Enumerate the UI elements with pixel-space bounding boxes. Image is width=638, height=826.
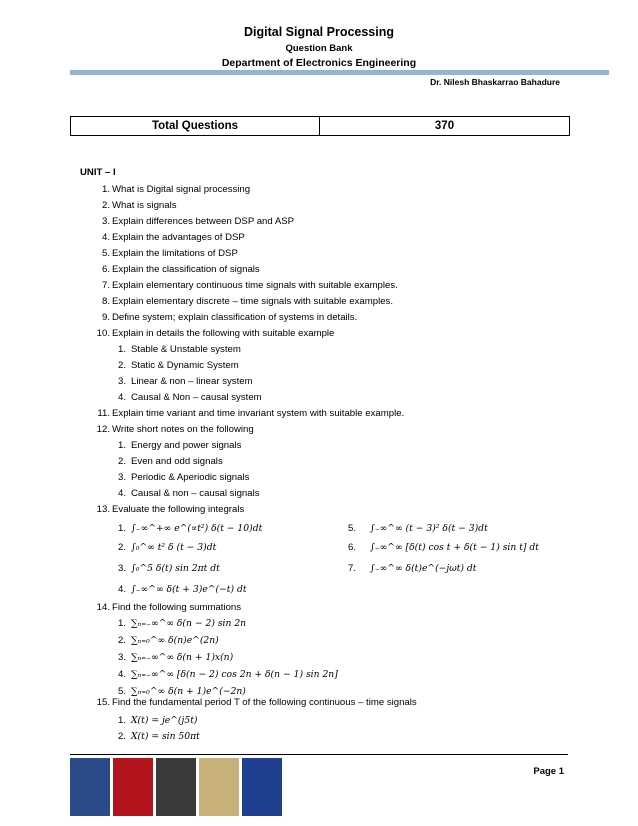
- sub-number: 5.: [347, 523, 356, 534]
- sub-number: 2.: [117, 731, 126, 742]
- sub-number: 3.: [117, 376, 126, 387]
- sub-number: 4.: [117, 584, 126, 595]
- totals-label: Total Questions: [71, 117, 320, 135]
- page-number: Page 1: [533, 766, 564, 777]
- sub-number: 2.: [117, 360, 126, 371]
- question-13: Evaluate the following integrals: [112, 504, 245, 515]
- integral-6: ∫₋∞^∞ [δ(t) cos t + δ(t − 1) sin t] dt: [370, 542, 539, 553]
- sub-number: 4.: [117, 669, 126, 680]
- sub-number: 1.: [117, 523, 126, 534]
- question-number: 2.: [101, 200, 110, 211]
- book-cover-5: [242, 758, 282, 816]
- question-10: Explain in details the following with suitable example: [112, 328, 335, 339]
- q12-sub-2: Even and odd signals: [131, 456, 223, 467]
- summation-4: ∑ₙ₌₋∞^∞ [δ(n − 2) cos 2n + δ(n − 1) sin 2n]: [131, 669, 338, 680]
- question-number: 6.: [101, 264, 110, 275]
- sub-number: 5.: [117, 686, 126, 697]
- question-14: Find the following summations: [112, 602, 242, 613]
- book-cover-3: [156, 758, 196, 816]
- sub-number: 1.: [117, 618, 126, 629]
- integral-1: ∫₋∞^+∞ e^(∝t²) δ(t − 10)dt: [131, 523, 263, 534]
- period-signal-2: X(t) = sin 50πt: [131, 731, 200, 742]
- author-name: Dr. Nilesh Bhaskarrao Bahadure: [430, 77, 560, 87]
- question-number: 7.: [101, 280, 110, 291]
- totals-table: [70, 116, 570, 136]
- document-subtitle: Question Bank: [285, 43, 353, 54]
- sub-number: 3.: [117, 472, 126, 483]
- q12-sub-1: Energy and power signals: [131, 440, 242, 451]
- period-signal-1: X(t) = je^(j5t): [131, 715, 198, 726]
- integral-2: ∫₀^∞ t² δ (t − 3)dt: [131, 542, 217, 553]
- sub-number: 4.: [117, 488, 126, 499]
- question-number: 11.: [97, 408, 110, 419]
- question-7: Explain elementary continuous time signals with suitable examples.: [112, 280, 398, 291]
- sub-number: 3.: [117, 652, 126, 663]
- sub-number: 2.: [117, 635, 126, 646]
- question-4: Explain the advantages of DSP: [112, 232, 245, 243]
- sub-number: 1.: [117, 440, 126, 451]
- sub-number: 7.: [347, 563, 356, 574]
- book-cover-4: [199, 758, 239, 816]
- summation-2: ∑ₙ₌₀^∞ δ(n)e^(2n): [131, 635, 219, 646]
- question-11: Explain time variant and time invariant system with suitable example.: [112, 408, 405, 419]
- sub-number: 2.: [117, 456, 126, 467]
- integral-7: ∫₋∞^∞ δ(t)e^(−jωt) dt: [370, 563, 477, 574]
- question-3: Explain differences between DSP and ASP: [112, 216, 295, 227]
- question-number: 12.: [96, 424, 110, 435]
- sub-number: 4.: [117, 392, 126, 403]
- sub-number: 2.: [117, 542, 126, 553]
- question-9: Define system; explain classification of systems in details.: [112, 312, 358, 323]
- book-cover-2: [113, 758, 153, 816]
- question-12: Write short notes on the following: [112, 424, 254, 435]
- sub-number: 6.: [347, 542, 356, 553]
- q12-sub-3: Periodic & Aperiodic signals: [131, 472, 250, 483]
- question-number: 14.: [96, 602, 110, 613]
- question-number: 8.: [101, 296, 110, 307]
- question-number: 15.: [96, 697, 110, 708]
- sub-number: 3.: [117, 563, 126, 574]
- question-5: Explain the limitations of DSP: [112, 248, 238, 259]
- question-number: 1.: [101, 184, 110, 195]
- q10-sub-3: Linear & non – linear system: [131, 376, 253, 387]
- integral-3: ∫₀^5 δ(t) sin 2πt dt: [131, 563, 220, 574]
- document-title: Digital Signal Processing: [243, 25, 395, 39]
- question-number: 10.: [96, 328, 110, 339]
- summation-3: ∑ₙ₌₋∞^∞ δ(n + 1)x(n): [131, 652, 234, 663]
- summation-1: ∑ₙ₌₋∞^∞ δ(n − 2) sin 2n: [131, 618, 247, 629]
- summation-5: ∑ₙ₌₀^∞ δ(n + 1)e^(−2n): [131, 686, 246, 697]
- q12-sub-4: Causal & non – causal signals: [131, 488, 260, 499]
- question-number: 9.: [101, 312, 110, 323]
- question-6: Explain the classification of signals: [112, 264, 260, 275]
- question-number: 5.: [101, 248, 110, 259]
- question-number: 13.: [96, 504, 110, 515]
- q10-sub-4: Causal & Non – causal system: [131, 392, 262, 403]
- totals-value: 370: [434, 120, 455, 132]
- integral-4: ∫₋∞^∞ δ(t + 3)e^(−t) dt: [131, 584, 247, 595]
- q10-sub-2: Static & Dynamic System: [131, 360, 239, 371]
- question-8: Explain elementary discrete – time signals with suitable examples.: [112, 296, 394, 307]
- question-2: What is signals: [112, 200, 177, 211]
- sub-number: 1.: [117, 715, 126, 726]
- department-name: Department of Electronics Engineering: [221, 57, 417, 69]
- question-15: Find the fundamental period T of the following continuous – time signals: [112, 697, 417, 708]
- question-number: 3.: [101, 216, 110, 227]
- footer-rule: [70, 754, 568, 755]
- header-rule: [70, 70, 609, 75]
- book-cover-1: [70, 758, 110, 816]
- unit-heading: UNIT – I: [80, 167, 116, 178]
- question-1: What is Digital signal processing: [112, 184, 251, 195]
- sub-number: 1.: [117, 344, 126, 355]
- q10-sub-1: Stable & Unstable system: [131, 344, 241, 355]
- question-number: 4.: [101, 232, 110, 243]
- integral-5: ∫₋∞^∞ (t − 3)² δ(t − 3)dt: [370, 523, 488, 534]
